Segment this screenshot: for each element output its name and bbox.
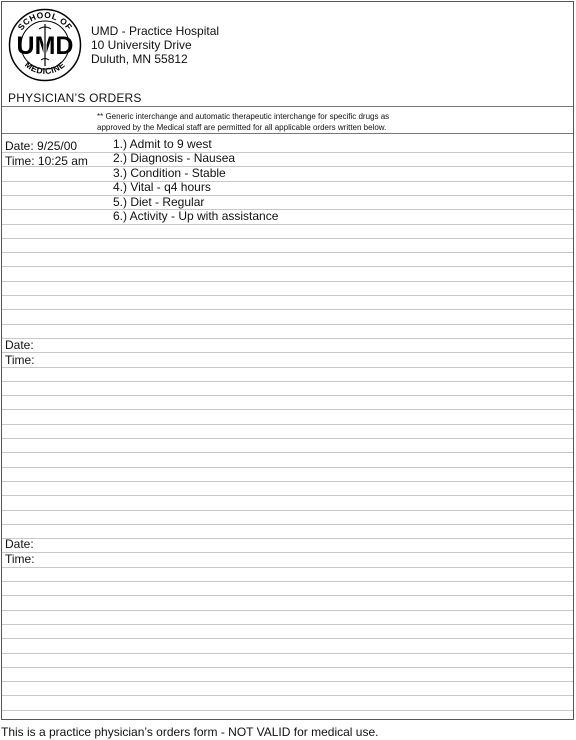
ruled-line [2,352,573,353]
hospital-address-line1: 10 University Drive [91,38,192,52]
interchange-notice [97,111,389,133]
ruled-line [2,567,573,568]
order-item: 5.) Diet - Regular [113,195,205,209]
umd-medicine-seal-logo [8,8,82,82]
ruled-line [2,610,573,611]
ruled-line [2,309,573,310]
ruled-line [2,581,573,582]
order-item: 2.) Diagnosis - Nausea [113,151,236,165]
hospital-info [91,24,219,66]
order-item: 1.) Admit to 9 west [113,137,212,151]
ruled-line [2,438,573,439]
ruled-line [2,524,573,525]
ruled-line [2,381,573,382]
order-item: 3.) Condition - Stable [113,166,226,180]
ruled-line [2,452,573,453]
ruled-line [2,467,573,468]
ruled-line [2,238,573,239]
ruled-line [2,424,573,425]
ruled-line [2,681,573,682]
ruled-line [2,367,573,368]
ruled-line [2,338,573,339]
ruled-line [2,552,573,553]
form-title: PHYSICIAN’S ORDERS [8,91,142,105]
ruled-line [2,266,573,267]
entry-time: Time: 10:25 am [5,154,88,168]
logo-center-text: UMD [16,32,74,60]
ruled-line [2,395,573,396]
ruled-line [2,209,573,210]
ruled-line [2,409,573,410]
logo-bottom-text: MEDICINE [23,59,67,77]
entry-time: Time: [5,353,35,367]
ruled-line [2,152,573,153]
ruled-line [2,638,573,639]
ruled-line [2,295,573,296]
ruled-line [2,252,573,253]
header-divider [2,106,573,107]
ruled-line [2,510,573,511]
ruled-line [2,181,573,182]
ruled-line [2,495,573,496]
entry-time: Time: [5,552,35,566]
ruled-line [2,710,573,711]
order-item: 4.) Vital - q4 hours [113,180,211,194]
notice-line-1: ** Generic interchange and automatic therapeutic interchange for specific drugs as [97,112,390,121]
validity-disclaimer: This is a practice physician’s orders form - NOT VALID for medical use. [1,725,379,739]
ruled-line [2,624,573,625]
hospital-name: UMD - Practice Hospital [91,24,220,38]
ruled-line [2,324,573,325]
hospital-address-line2: Duluth, MN 55812 [91,52,188,66]
ruled-line [2,667,573,668]
entry-date: Date: [5,338,34,352]
physician-orders-form [1,1,574,720]
ruled-line [2,481,573,482]
ruled-line [2,695,573,696]
ruled-line [2,224,573,225]
ruled-line [2,538,573,539]
logo-top-text: SCHOOL OF [15,9,75,33]
ruled-line [2,595,573,596]
order-item: 6.) Activity - Up with assistance [113,209,279,223]
entry-date: Date: 9/25/00 [5,139,78,153]
notice-divider [2,133,573,134]
ruled-line [2,653,573,654]
ruled-line [2,195,573,196]
ruled-line [2,281,573,282]
entry-date: Date: [5,537,34,551]
notice-line-2: approved by the Medical staff are permitted for all applicable orders written below. [97,123,387,132]
